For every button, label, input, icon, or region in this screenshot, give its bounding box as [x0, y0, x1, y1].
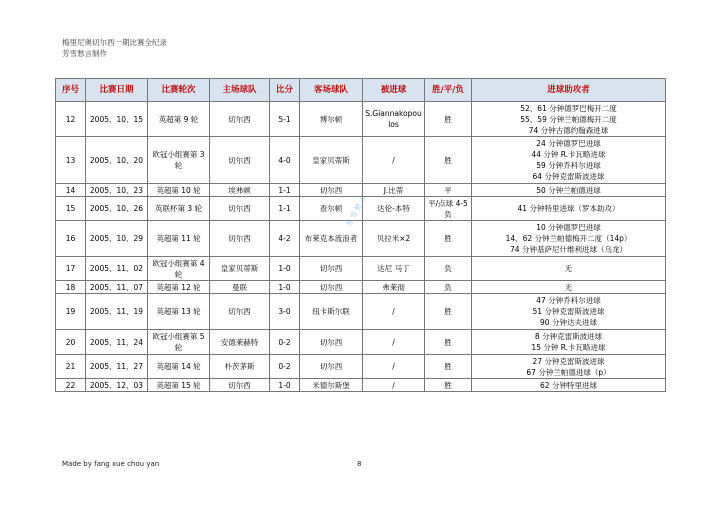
col-date-header: 比赛日期: [86, 79, 148, 102]
match-score: 0-2: [270, 355, 300, 379]
match-result: 胜: [425, 102, 472, 137]
home-team: 切尔西: [210, 137, 270, 184]
scorers-cell: [472, 221, 666, 257]
page-number: 8: [357, 460, 362, 468]
table-row: [56, 137, 666, 184]
table-header-row: [56, 79, 666, 102]
match-result: 胜: [425, 294, 472, 330]
table-row: [56, 281, 666, 294]
match-no: 19: [56, 294, 86, 330]
conceded-by: S.Giannakopoulos: [363, 102, 425, 137]
match-round: 英超第 14 轮: [148, 355, 210, 379]
match-no: 13: [56, 137, 86, 184]
scorer-line: 59 分钟乔科尔进球: [536, 161, 601, 170]
col-home-header: 主场球队: [210, 79, 270, 102]
col-away-header: 客场球队: [300, 79, 363, 102]
away-team: 切尔西: [300, 184, 363, 197]
away-team: 切尔西: [300, 257, 363, 281]
away-team: 切尔西: [300, 355, 363, 379]
match-round: 英超第 9 轮: [148, 102, 210, 137]
match-round: 英超第 11 轮: [148, 221, 210, 257]
match-result: 平/点球 4-5 负: [425, 197, 472, 221]
away-team: 博尔顿: [300, 102, 363, 137]
match-date: 2005、11、07: [86, 281, 148, 294]
scorer-line: 无: [564, 282, 573, 292]
match-no: 22: [56, 379, 86, 392]
match-date: 2005、11、24: [86, 330, 148, 355]
scorer-line: 41 分钟特里进球（罗本助攻）: [517, 204, 620, 213]
col-score-header: 比分: [270, 79, 300, 102]
conceded-by: /: [363, 137, 425, 184]
match-score: 1-1: [270, 184, 300, 197]
match-score: 1-0: [270, 257, 300, 281]
scorer-line: 74 分钟古德约翰森进球: [528, 125, 609, 135]
conceded-by: 达伦-本特: [363, 197, 425, 221]
scorer-line: 47 分钟乔科尔进球: [536, 296, 601, 305]
scorer-line: 24 分钟德罗巴进球: [536, 139, 601, 148]
home-team: 朴茨茅斯: [210, 355, 270, 379]
scorers-cell: [472, 281, 666, 294]
scorer-line: 50 分钟兰帕德进球: [536, 185, 601, 195]
scorer-line: 52、61 分钟德罗巴梅开二度: [520, 103, 617, 113]
match-no: 16: [56, 221, 86, 257]
match-table: [55, 78, 666, 392]
home-team: 切尔西: [210, 221, 270, 257]
scorers-cell: [472, 330, 666, 355]
away-team: 皇家贝蒂斯: [300, 137, 363, 184]
match-date: 2005、11、19: [86, 294, 148, 330]
scorers-cell: [472, 379, 666, 392]
scorer-line: 90 分钟达夫进球: [540, 318, 597, 327]
match-date: 2005、12、03: [86, 379, 148, 392]
col-scorers-header: 进球助攻者: [472, 79, 666, 102]
match-score: 3-0: [270, 294, 300, 330]
scorer-line: 无: [564, 264, 573, 273]
match-date: 2005、10、29: [86, 221, 148, 257]
match-result: 胜: [425, 379, 472, 392]
match-score: 4-2: [270, 221, 300, 257]
match-round: 英超第 12 轮: [148, 281, 210, 294]
scorer-line: 67 分钟兰帕德进球（p）: [526, 367, 611, 377]
away-team: 布莱克本流浪者: [300, 221, 363, 257]
match-result: 负: [425, 257, 472, 281]
conceded-by: 贝拉米×2: [363, 221, 425, 257]
match-no: 18: [56, 281, 86, 294]
away-team: 米德尔斯堡: [300, 379, 363, 392]
match-result: 胜: [425, 221, 472, 257]
match-date: 2005、10、23: [86, 184, 148, 197]
header-author: 芳雪愁言制作: [62, 49, 107, 58]
scorer-line: 27 分钟克雷斯波进球: [532, 356, 605, 366]
conceded-by: 弗莱彻: [363, 281, 425, 294]
match-result: 平: [425, 184, 472, 197]
away-team: 查尔顿: [300, 197, 363, 221]
match-round: 英联杯第 3 轮: [148, 197, 210, 221]
match-round: 英超第 15 轮: [148, 379, 210, 392]
col-result-header: 胜/平/负: [425, 79, 472, 102]
table-row: [56, 102, 666, 137]
match-result: 胜: [425, 137, 472, 184]
conceded-by: /: [363, 355, 425, 379]
match-no: 17: [56, 257, 86, 281]
match-no: 20: [56, 330, 86, 355]
match-score: 1-1: [270, 197, 300, 221]
watermark: 芳雪愁言: [344, 192, 369, 229]
scorer-line: 10 分钟德罗巴进球: [536, 223, 601, 232]
scorer-line: 51 分钟克雷斯波进球: [532, 307, 605, 316]
table-row: [56, 257, 666, 281]
match-no: 21: [56, 355, 86, 379]
header-title: 梅里尼奥切尔西一期比赛全纪录: [62, 38, 167, 47]
match-result: 胜: [425, 355, 472, 379]
col-no-header: 序号: [56, 79, 86, 102]
table-row: [56, 330, 666, 355]
scorers-cell: [472, 137, 666, 184]
conceded-by: /: [363, 379, 425, 392]
table-row: [56, 379, 666, 392]
scorer-line: 15 分钟 R.卡瓦略进球: [531, 343, 606, 352]
home-team: 切尔西: [210, 197, 270, 221]
scorers-cell: [472, 294, 666, 330]
table-row: [56, 355, 666, 379]
conceded-by: 达尼 马丁: [363, 257, 425, 281]
away-team: 切尔西: [300, 281, 363, 294]
match-no: 14: [56, 184, 86, 197]
scorers-cell: [472, 355, 666, 379]
away-team: 切尔西: [300, 330, 363, 355]
match-round: 英超第 13 轮: [148, 294, 210, 330]
match-date: 2005、11、27: [86, 355, 148, 379]
home-team: 安德莱赫特: [210, 330, 270, 355]
scorer-line: 62 分钟特里进球: [540, 380, 597, 390]
match-no: 15: [56, 197, 86, 221]
match-round: 欧冠小组赛第 5 轮: [148, 330, 210, 355]
scorers-cell: [472, 257, 666, 281]
match-result: 负: [425, 281, 472, 294]
table-row: [56, 221, 666, 257]
home-team: 皇家贝蒂斯: [210, 257, 270, 281]
home-team: 埃弗顿: [210, 184, 270, 197]
home-team: 曼联: [210, 281, 270, 294]
conceded-by: /: [363, 330, 425, 355]
conceded-by: /: [363, 294, 425, 330]
scorers-cell: [472, 184, 666, 197]
home-team: 切尔西: [210, 379, 270, 392]
scorer-line: 74 分钟基萨尼什维利进球（乌龙）: [510, 245, 627, 254]
match-score: 5-1: [270, 102, 300, 137]
match-round: 欧冠小组赛第 4 轮: [148, 257, 210, 281]
match-score: 1-0: [270, 281, 300, 294]
match-date: 2005、11、02: [86, 257, 148, 281]
match-score: 1-0: [270, 379, 300, 392]
scorer-line: 55、59 分钟兰帕德梅开二度: [520, 114, 617, 124]
match-round: 欧冠小组赛第 3 轮: [148, 137, 210, 184]
conceded-by: J.比蒂: [363, 184, 425, 197]
scorer-line: 14、62 分钟兰帕德梅开二度（14p）: [505, 234, 632, 243]
scorers-cell: [472, 102, 666, 137]
away-team: 纽卡斯尔联: [300, 294, 363, 330]
scorer-line: 44 分钟 R.卡瓦略进球: [531, 150, 606, 159]
match-date: 2005、10、15: [86, 102, 148, 137]
footer-credit: Made by fang xue chou yan: [62, 460, 160, 468]
scorer-line: 64 分钟克雷斯波进球: [532, 172, 605, 181]
match-date: 2005、10、26: [86, 197, 148, 221]
document-header: [62, 37, 167, 59]
match-date: 2005、10、20: [86, 137, 148, 184]
scorers-cell: [472, 197, 666, 221]
col-round-header: 比赛轮次: [148, 79, 210, 102]
match-round: 英超第 10 轮: [148, 184, 210, 197]
home-team: 切尔西: [210, 294, 270, 330]
home-team: 切尔西: [210, 102, 270, 137]
match-no: 12: [56, 102, 86, 137]
match-result: 胜: [425, 330, 472, 355]
table-row: [56, 294, 666, 330]
scorer-line: 8 分钟克雷斯波进球: [534, 332, 603, 341]
match-score: 4-0: [270, 137, 300, 184]
match-score: 0-2: [270, 330, 300, 355]
col-conceded-header: 被进球: [363, 79, 425, 102]
